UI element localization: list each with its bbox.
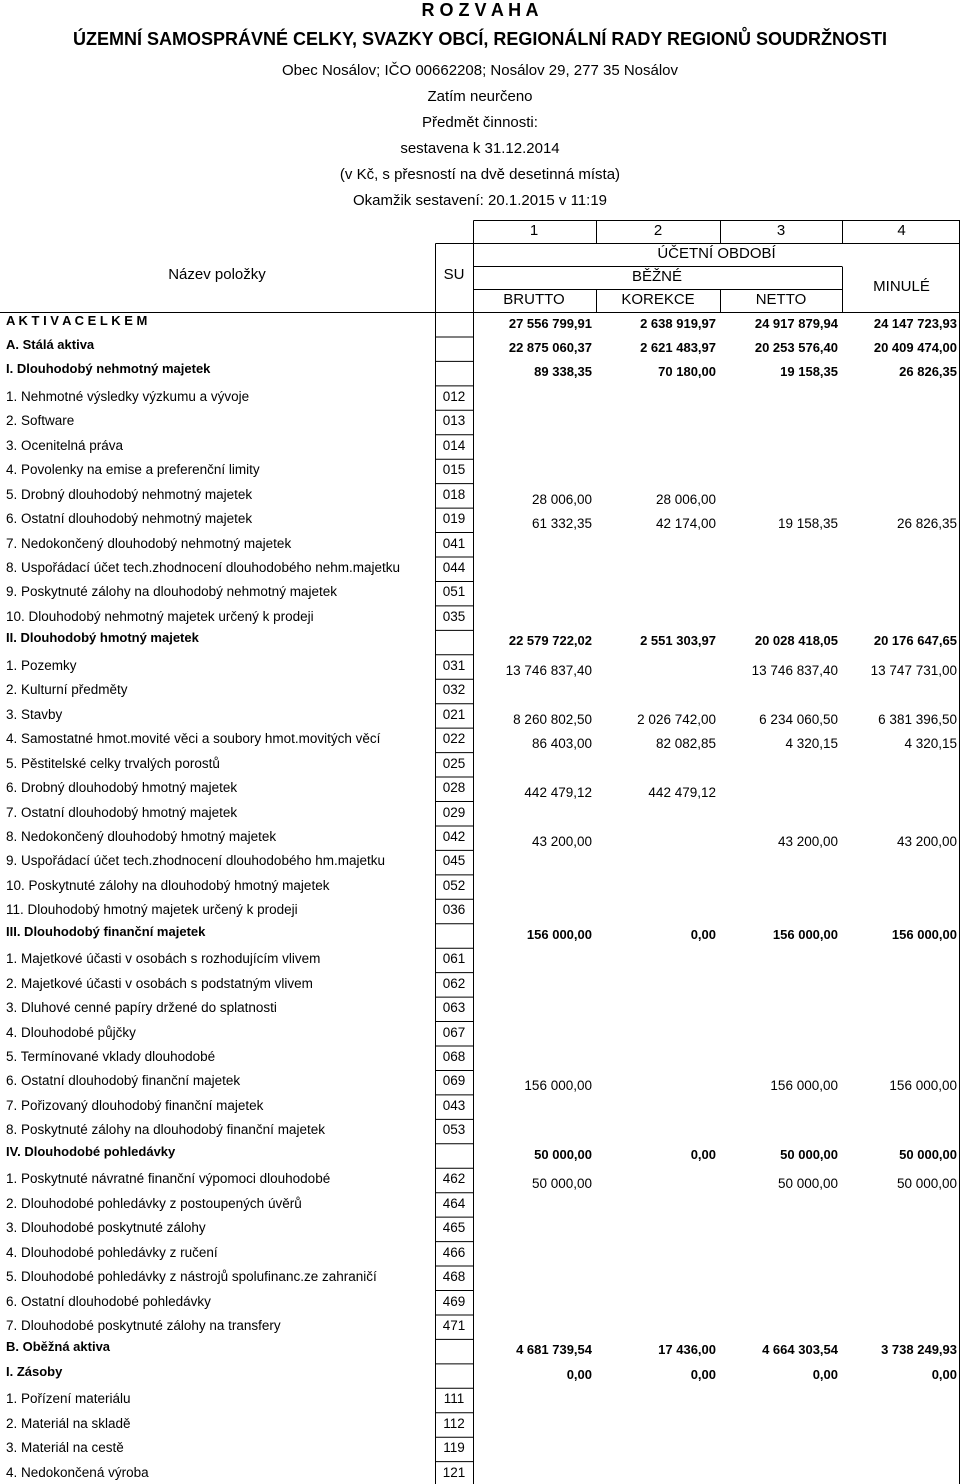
cell-label: 10. Poskytnuté zálohy na dlouhodobý hmotný majetek [6,877,330,893]
col-num-4: 4 [897,222,906,239]
cell-brutto: 0,00 [566,1366,592,1382]
cell-label: 5. Termínované vklady dlouhodobé [6,1049,216,1064]
cell-su: 028 [442,780,466,796]
cell-su: 044 [442,560,466,575]
cell-label: 8. Poskytnuté zálohy na dlouhodobý finanční majetek [6,1122,325,1138]
cell-brutto: 442 479,12 [524,785,592,801]
cell-label: 6. Ostatní dlouhodobé pohledávky [6,1293,211,1309]
cell-korekce: 2 026 742,00 [637,711,716,727]
cell-label: 3. Materiál na cestě [6,1440,124,1456]
cell-label: 3. Dlouhodobé poskytnuté zálohy [6,1220,206,1236]
cell-su: 469 [442,1293,466,1309]
cell-korekce: 42 174,00 [655,516,716,532]
cell-minule: 156 000,00 [891,926,957,942]
cell-netto: 0,00 [812,1366,838,1382]
cell-brutto: 50 000,00 [534,1146,592,1162]
cell-minule: 3 738 249,93 [881,1342,957,1358]
cell-korekce: 82 082,85 [655,736,716,752]
compiled-date: sestavena k 31.12.2014 [400,140,560,157]
cell-label: 9. Uspořádací účet tech.zhodnocení dlouhodobého hm.majetku [6,853,386,869]
cell-minule: 13 747 731,00 [870,662,957,678]
cell-su: 466 [442,1244,466,1260]
cell-label: 4. Povolenky na emise a preferenční limity [6,462,260,478]
cell-brutto: 86 403,00 [531,736,592,752]
cell-brutto: 156 000,00 [526,926,592,942]
activity-label: Předmět činnosti: [422,114,538,131]
col-num-2: 2 [653,222,663,239]
cell-su: 032 [442,682,466,698]
cell-label: 7. Pořizovaný dlouhodobý finanční majetek [6,1097,264,1113]
col-num-1: 1 [529,222,539,239]
cell-su: 029 [442,804,466,820]
cell-netto: 19 158,35 [780,364,838,380]
cell-brutto: 27 556 799,91 [508,315,592,331]
cell-su: 112 [443,1415,465,1431]
cell-minule: 50 000,00 [899,1146,957,1162]
col-num-3: 3 [776,222,786,239]
cell-su: 119 [443,1440,465,1456]
cell-minule: 6 381 396,50 [878,711,957,727]
cell-su: 031 [442,657,466,673]
report-title: R O Z V A H A [421,0,539,20]
cell-netto: 20 028 418,05 [754,633,838,649]
cell-minule: 20 176 647,65 [873,633,957,649]
cell-su: 019 [442,511,466,527]
cell-su: 043 [442,1097,466,1113]
cell-label: 6. Ostatní dlouhodobý finanční majetek [6,1073,241,1089]
cell-label: 3. Stavby [6,706,63,722]
cell-label: 2. Majetkové účasti v osobách s podstatným vlivem [6,975,313,991]
cell-label: 8. Uspořádací účet tech.zhodnocení dlouhodobého nehm.majetku [6,560,401,575]
cell-label: 1. Majetkové účasti v osobách s rozhodujícím vlivem [6,951,321,967]
cell-brutto: 61 332,35 [531,516,592,532]
cell-brutto: 4 681 739,54 [516,1342,592,1358]
cell-su: 067 [442,1024,466,1040]
cell-su: 068 [442,1049,466,1064]
cell-netto: 13 746 837,40 [751,662,838,678]
cell-minule: 156 000,00 [889,1078,957,1094]
cell-label: 7. Nedokončený dlouhodobý nehmotný majetek [6,535,292,551]
header-previous: MINULÉ [873,278,930,295]
cell-netto: 19 158,35 [777,516,838,532]
cell-su: 462 [442,1171,466,1187]
cell-su: 464 [442,1195,466,1211]
cell-korekce: 442 479,12 [648,785,716,801]
cell-minule: 26 826,35 [896,516,957,532]
cell-label: 4. Dlouhodobé pohledávky z ručení [6,1244,218,1260]
cell-su: 051 [442,584,466,600]
cell-netto: 4 664 303,54 [762,1342,838,1358]
cell-korekce: 0,00 [690,1146,716,1162]
cell-su: 471 [442,1317,466,1333]
cell-su: 042 [442,828,466,844]
cell-su: 063 [442,1000,466,1016]
report-subtitle: ÚZEMNÍ SAMOSPRÁVNÉ CELKY, SVAZKY OBCÍ, REGIONÁLNÍ RADY REGIONŮ SOUDRŽNOSTI [72,29,888,49]
cell-brutto: 13 746 837,40 [505,662,592,678]
cell-su: 045 [442,853,466,869]
cell-label: 1. Pořízení materiálu [6,1391,131,1407]
cell-su: 015 [442,462,466,478]
cell-label: 4. Dlouhodobé půjčky [6,1024,136,1040]
cell-brutto: 50 000,00 [531,1176,592,1192]
cell-korekce: 17 436,00 [658,1342,716,1358]
cell-korekce: 2 621 483,97 [640,339,716,355]
cell-su: 061 [442,951,466,967]
cell-netto: 6 234 060,50 [759,711,838,727]
cell-label: A. Stálá aktiva [6,336,95,352]
cell-label: 2. Materiál na skladě [6,1415,131,1431]
cell-label: II. Dlouhodobý hmotný majetek [6,630,199,646]
cell-label: 1. Pozemky [6,657,77,673]
cell-brutto: 22 579 722,02 [508,633,592,649]
header-netto: NETTO [755,291,807,308]
cell-brutto: 8 260 802,50 [513,711,592,727]
cell-label: B. Oběžná aktiva [6,1339,111,1355]
cell-label: 9. Poskytnuté zálohy na dlouhodobý nehmotný majetek [6,584,337,600]
cell-su: 021 [442,706,466,722]
cell-brutto: 28 006,00 [531,491,592,507]
cell-label: 5. Dlouhodobé pohledávky z nástrojů spolufinanc.ze zahraničí [6,1269,377,1285]
cell-korekce: 0,00 [690,1366,716,1382]
cell-label: 2. Kulturní předměty [6,682,128,698]
cell-label: 6. Drobný dlouhodobý hmotný majetek [6,780,238,796]
cell-su: 053 [442,1122,466,1138]
cell-label: 7. Ostatní dlouhodobý hmotný majetek [6,804,238,820]
cell-korekce: 2 551 303,97 [640,633,716,649]
cell-korekce: 28 006,00 [655,491,716,507]
entity-status: Zatím neurčeno [427,88,533,105]
cell-minule: 26 826,35 [899,364,957,380]
cell-korekce: 0,00 [690,926,716,942]
cell-minule: 50 000,00 [896,1176,957,1192]
cell-su: 013 [442,413,466,429]
cell-label: III. Dlouhodobý finanční majetek [6,923,206,939]
cell-label: 5. Pěstitelské celky trvalých porostů [6,755,220,771]
cell-netto: 4 320,15 [785,736,838,752]
cell-netto: 50 000,00 [777,1176,838,1192]
cell-label: 4. Samostatné hmot.movité věci a soubory hmot.movitých věcí [6,731,381,747]
cell-su: 069 [442,1073,466,1089]
cell-brutto: 89 338,35 [534,364,592,380]
cell-su: 062 [442,975,466,991]
cell-su: 014 [442,437,466,453]
cell-label: 7. Dlouhodobé poskytnuté zálohy na transfery [6,1317,281,1333]
cell-label: 10. Dlouhodobý nehmotný majetek určený k prodeji [6,608,314,624]
cell-su: 035 [442,608,466,624]
cell-label: 2. Software [6,413,75,429]
cell-netto: 156 000,00 [772,926,838,942]
precision-note: (v Kč, s přesností na dvě desetinná místa) [339,166,621,183]
cell-label: 5. Drobný dlouhodobý nehmotný majetek [6,486,253,502]
cell-label: 2. Dlouhodobé pohledávky z postoupených úvěrů [6,1195,302,1211]
cell-label: 3. Ocenitelná práva [6,437,124,453]
cell-label: I. Dlouhodobý nehmotný majetek [6,361,211,377]
header-item-name: Název položky [168,266,266,283]
cell-minule: 20 409 474,00 [873,339,957,355]
cell-minule: 0,00 [931,1366,957,1382]
cell-label: 3. Dluhové cenné papíry držené do splatnosti [6,1000,277,1016]
cell-korekce: 70 180,00 [658,364,716,380]
cell-netto: 24 917 879,94 [754,315,838,331]
entity-info: Obec Nosálov; IČO 00662208; Nosálov 29, 277 35 Nosálov [281,62,679,79]
cell-su: 036 [442,902,466,918]
cell-su: 111 [443,1391,465,1407]
header-korekce: KOREKCE [621,291,695,308]
compile-moment: Okamžik sestavení: 20.1.2015 v 11:19 [352,192,608,209]
cell-minule: 43 200,00 [896,833,957,849]
cell-netto: 156 000,00 [770,1078,838,1094]
header-su: SU [443,266,465,283]
cell-su: 012 [442,388,466,404]
cell-su: 468 [442,1269,466,1285]
cell-label: IV. Dlouhodobé pohledávky [6,1143,176,1159]
cell-brutto: 156 000,00 [524,1078,592,1094]
header-current: BĚŽNÉ [631,268,682,285]
cell-label: 6. Ostatní dlouhodobý nehmotný majetek [6,511,253,527]
cell-brutto: 43 200,00 [531,833,592,849]
cell-minule: 4 320,15 [904,736,957,752]
cell-label: 1. Nehmotné výsledky výzkumu a vývoje [6,388,250,404]
cell-minule: 24 147 723,93 [873,315,957,331]
cell-su: 041 [442,535,466,551]
cell-su: 025 [442,755,466,771]
cell-label: 8. Nedokončený dlouhodobý hmotný majetek [6,828,277,844]
cell-label: 4. Nedokončená výroba [6,1464,149,1480]
cell-netto: 43 200,00 [777,833,838,849]
cell-brutto: 22 875 060,37 [508,339,592,355]
cell-label: I. Zásoby [6,1363,63,1379]
cell-su: 022 [442,731,466,747]
header-period: ÚČETNÍ OBDOBÍ [657,245,776,262]
cell-label: 11. Dlouhodobý hmotný majetek určený k prodeji [6,902,298,918]
cell-su: 052 [442,877,466,893]
cell-label: A K T I V A C E L K E M [6,312,148,328]
cell-netto: 20 253 576,40 [754,339,838,355]
cell-su: 018 [442,486,466,502]
cell-su: 121 [442,1464,466,1480]
header-brutto: BRUTTO [503,291,565,308]
cell-netto: 50 000,00 [780,1146,838,1162]
cell-korekce: 2 638 919,97 [640,315,716,331]
cell-su: 465 [442,1220,466,1236]
cell-label: 1. Poskytnuté návratné finanční výpomoci dlouhodobé [6,1171,331,1187]
